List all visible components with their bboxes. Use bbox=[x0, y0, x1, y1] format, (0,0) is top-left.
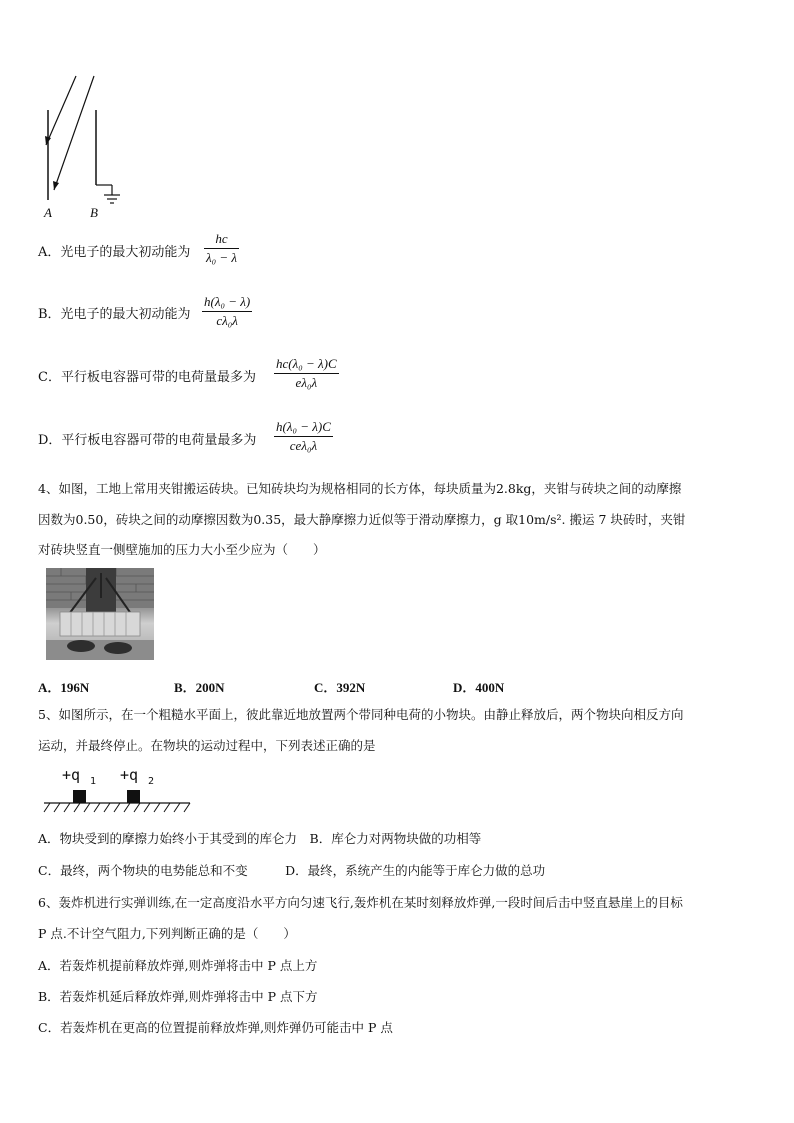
block-2 bbox=[127, 790, 140, 803]
ground-hatching bbox=[44, 803, 190, 812]
charge-label-1: +q bbox=[62, 766, 81, 784]
q6-line-1: 6、轰炸机进行实弹训练,在一定高度沿水平方向匀速飞行,轰炸机在某时刻释放炸弹,一段时间后击中竖直悬崖上的目标 bbox=[38, 895, 683, 910]
q5-line-2: 运动，并最终停止。在物块的运动过程中，下列表述正确的是 bbox=[38, 738, 376, 753]
q3-option-b: B．光电子的最大初动能为 bbox=[38, 307, 191, 322]
q3-option-a: A．光电子的最大初动能为 bbox=[38, 245, 191, 260]
light-ray-2-arrow bbox=[53, 181, 59, 190]
q3-option-a-fraction bbox=[204, 231, 239, 266]
q3-option-c-fraction bbox=[274, 356, 339, 391]
q4-line-1: 4、如图，工地上常用夹钳搬运砖块。已知砖块均为规格相同的长方体，每块质量为2.8kg，夹钳与砖块之间的动摩擦 bbox=[38, 481, 682, 496]
fraction-denominator: eλ₀λ bbox=[295, 375, 318, 390]
block-1 bbox=[73, 790, 86, 803]
charge-label-2: +q bbox=[120, 766, 139, 784]
light-ray-1 bbox=[46, 76, 76, 145]
fraction-bar bbox=[202, 311, 252, 312]
q6-option-c: C．若轰炸机在更高的位置提前释放炸弹,则炸弹仍可能击中 P 点 bbox=[38, 1020, 393, 1035]
charged-blocks-figure bbox=[40, 764, 200, 816]
q5-options-ab: A．物块受到的摩擦力始终小于其受到的库仑力 B．库仑力对两物块做的功相等 bbox=[38, 831, 482, 846]
label-a: A bbox=[44, 205, 52, 220]
fraction-numerator: h(λ₀ − λ) bbox=[204, 294, 251, 309]
q5-options-cd: C．最终，两个物块的电势能总和不变 D．最终，系统产生的内能等于库仑力做的总功 bbox=[38, 863, 546, 878]
fraction-denominator: ceλ₀λ bbox=[289, 438, 318, 453]
fraction-bar bbox=[274, 436, 333, 437]
q3-option-b-fraction bbox=[202, 294, 252, 329]
q4-line-2: 因数为0.50，砖块之间的动摩擦因数为0.35，最大静摩擦力近似等于滑动摩擦力，g 取10m/s². 搬运 7 块砖时，夹钳 bbox=[38, 512, 686, 527]
fraction-bar bbox=[274, 373, 339, 374]
light-ray-2 bbox=[54, 76, 94, 190]
fraction-numerator: hc bbox=[215, 231, 228, 246]
q4-line-3: 对砖块竖直一侧壁施加的压力大小至少应为（ ） bbox=[38, 542, 326, 557]
fraction-denominator: cλ₀λ bbox=[216, 313, 238, 328]
photoelectric-figure bbox=[30, 70, 140, 225]
brick-clamp-photo bbox=[46, 568, 154, 660]
label-b: B bbox=[90, 205, 98, 220]
q3-option-d: D．平行板电容器可带的电荷量最多为 bbox=[38, 433, 257, 448]
q4-option-a: A．196N bbox=[38, 680, 90, 695]
fraction-numerator: h(λ₀ − λ)C bbox=[276, 419, 331, 434]
q5-line-1: 5、如图所示，在一个粗糙水平面上，彼此靠近地放置两个带同种电荷的小物块。由静止释放后，两个物块向相反方向 bbox=[38, 707, 684, 722]
fraction-bar bbox=[204, 248, 239, 249]
brick-clamp-photo-art bbox=[46, 568, 154, 660]
q4-option-c: C．392N bbox=[314, 680, 366, 695]
fraction-numerator: hc(λ₀ − λ)C bbox=[276, 356, 337, 371]
q6-line-2: P 点.不计空气阻力,下列判断正确的是（ ） bbox=[38, 926, 296, 941]
q6-option-a: A．若轰炸机提前释放炸弹,则炸弹将击中 P 点上方 bbox=[38, 958, 318, 973]
q6-option-b: B．若轰炸机延后释放炸弹,则炸弹将击中 P 点下方 bbox=[38, 989, 318, 1004]
q3-option-d-fraction bbox=[274, 419, 333, 454]
q4-option-b: B．200N bbox=[174, 680, 225, 695]
charge-label-2-subscript: 2 bbox=[148, 776, 155, 787]
charge-label-1-subscript: 1 bbox=[90, 776, 97, 787]
q4-option-d: D．400N bbox=[453, 680, 505, 695]
fraction-denominator: λ₀ − λ bbox=[206, 250, 238, 265]
q3-option-c: C．平行板电容器可带的电荷量最多为 bbox=[38, 370, 256, 385]
